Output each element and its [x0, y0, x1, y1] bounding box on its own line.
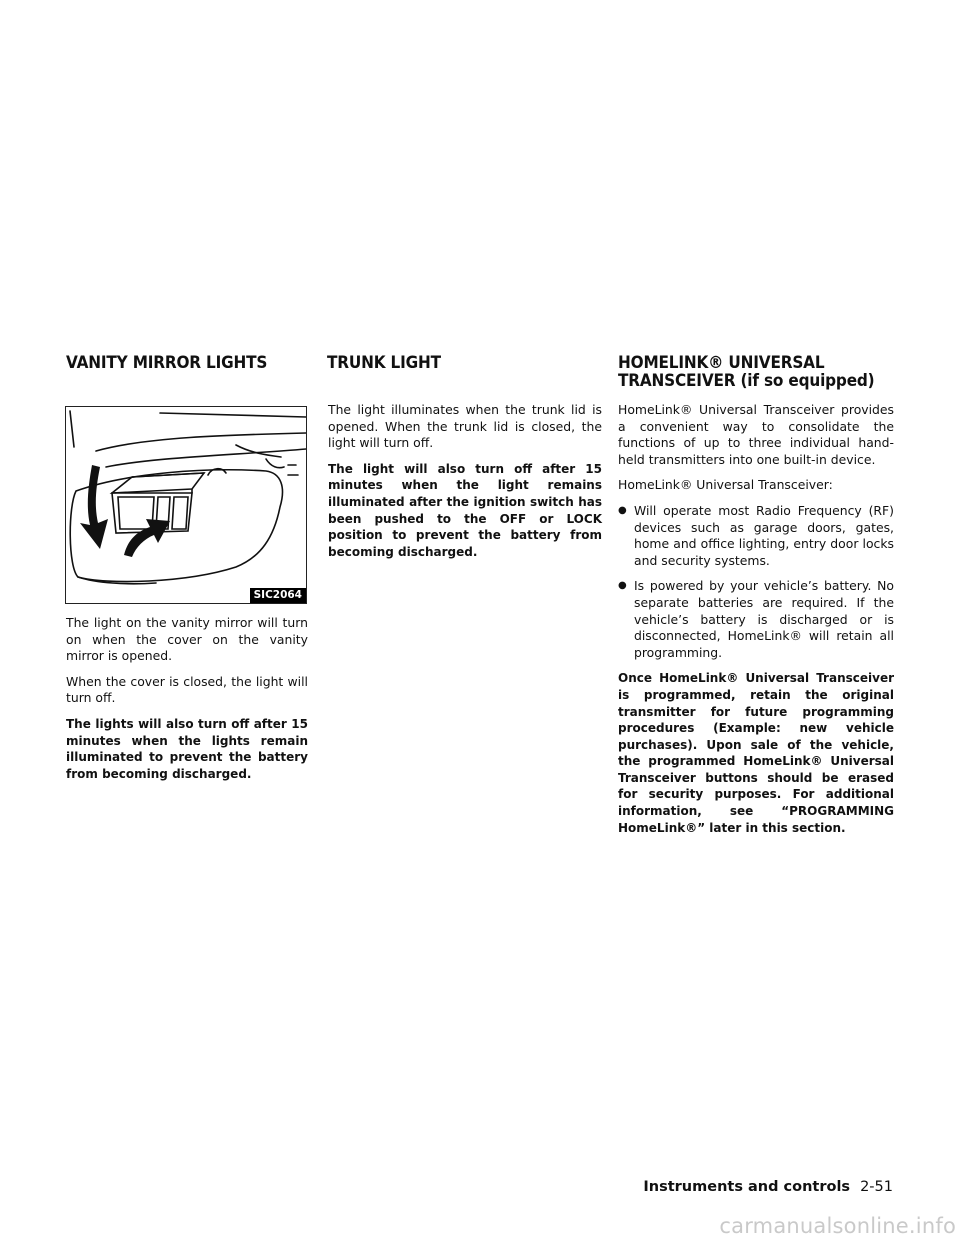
heading-vanity-mirror-lights: VANITY MIRROR LIGHTS	[66, 353, 268, 373]
trunk-paragraph-2: The light will also turn off after 15 minutes when the light remains illuminated after the ignition switch has been pushed to the OFF or LOCK position to prevent the battery from becoming discharged.	[328, 461, 602, 559]
up-arrow-icon	[124, 519, 170, 557]
list-item	[618, 503, 894, 569]
vanity-paragraph-3: The lights will also turn off after 15 minutes when the lights remain illuminated to prevent the battery from becoming discharged.	[66, 716, 308, 781]
bullet-text: Will operate most Radio Frequency (RF) devices such as garage doors, gates, home and office lighting, entry door locks and security systems.	[634, 502, 894, 568]
footer-section-title: Instruments and controls	[643, 1179, 851, 1195]
bullet-icon: ●	[618, 504, 627, 516]
heading-trunk-light: TRUNK LIGHT	[327, 353, 441, 373]
vanity-paragraph-1: The light on the vanity mirror will turn on when the cover on the vanity mirror is opened.	[66, 615, 308, 664]
vanity-mirror-illustration	[65, 406, 307, 604]
bullet-text: Is powered by your vehicle’s battery. No separate batteries are required. If the vehicle’s battery is discharged or is disconnected, HomeLink® will retain all programming.	[634, 578, 894, 660]
column-vanity	[66, 615, 308, 791]
page-footer	[643, 1179, 893, 1195]
column-trunk	[328, 402, 602, 569]
down-arrow-icon	[80, 465, 108, 549]
sun-visor-drawing	[66, 407, 307, 604]
page-number: 2-51	[860, 1179, 893, 1195]
column-homelink	[618, 402, 894, 845]
watermark[interactable]: carmanualsonline.info	[719, 1214, 956, 1238]
homelink-paragraph-3: Once HomeLink® Universal Transceiver is programmed, retain the original transmitter for future programming procedures (Example: new vehicle purchases). Upon sale of the vehicle, the programmed HomeLink® Universal Transceiver buttons should be erased for security purposes. For additional information, see “PROGRAMMING HomeLink®” later in this section.	[618, 671, 894, 835]
figure-label: SIC2064	[250, 588, 306, 603]
bullet-icon: ●	[618, 580, 627, 592]
vanity-paragraph-2: When the cover is closed, the light will turn off.	[66, 673, 308, 706]
trunk-paragraph-1: The light illuminates when the trunk lid is opened. When the trunk lid is closed, the light will turn off.	[328, 402, 602, 451]
homelink-paragraph-1: HomeLink® Universal Transceiver provides a convenient way to consolidate the functions of up to three individual hand-held transmitters into one built-in device.	[618, 402, 894, 467]
heading-homelink: HOMELINK® UNIVERSAL TRANSCEIVER (if so equipped)	[618, 353, 875, 391]
homelink-paragraph-2: HomeLink® Universal Transceiver:	[618, 477, 833, 493]
list-item	[618, 578, 894, 661]
